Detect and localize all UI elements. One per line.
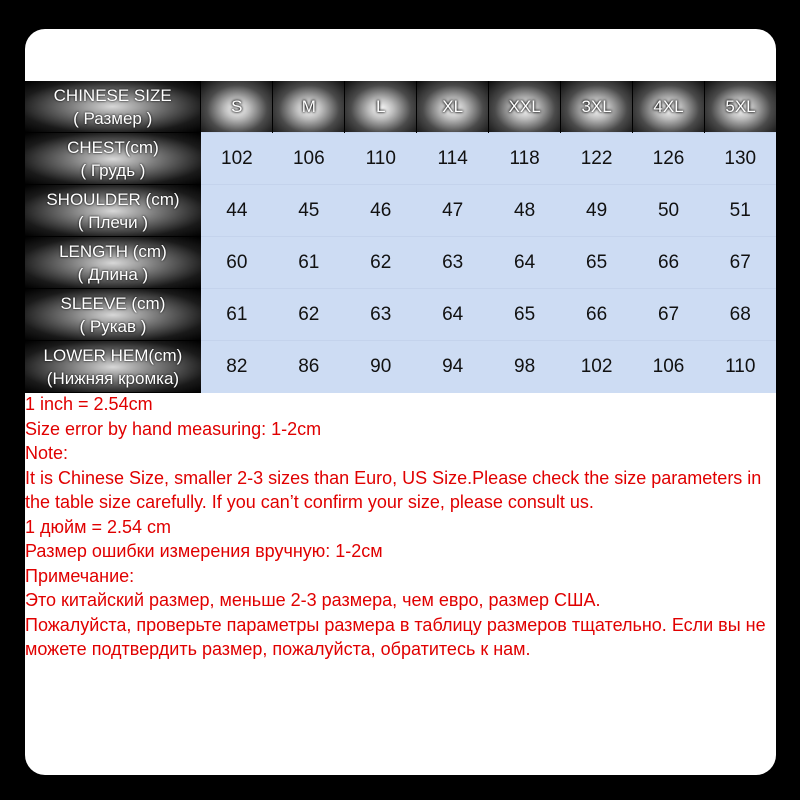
table-cell: 48 [489, 185, 561, 237]
table-cell: 63 [417, 237, 489, 289]
table-cell: 110 [345, 133, 417, 185]
note-chinese-size-ru: Это китайский размер, меньше 2-3 размера, чем евро, размер США. [25, 590, 601, 610]
table-row-lower-hem [25, 341, 776, 393]
note-measure-error-ru: Размер ошибки измерения вручную: 1-2см [25, 541, 383, 561]
table-cell: 62 [273, 289, 345, 341]
note-check-size-ru: Пожалуйста, проверьте параметры размера в таблицу размеров тщательно. Если вы не можете подтвердить размер, пожалуйста, обратитесь к нам. [25, 614, 771, 659]
table-cell: 82 [201, 341, 273, 393]
size-header-3xl: 3XL [561, 81, 633, 133]
table-cell: 67 [633, 289, 705, 341]
table-cell: 45 [273, 185, 345, 237]
table-cell: 86 [273, 341, 345, 393]
row-header-sleeve [25, 289, 201, 341]
table-cell: 102 [561, 341, 633, 393]
size-chart-panel [25, 29, 776, 775]
table-cell: 102 [201, 133, 273, 185]
row-header-sublabel: ( Рукав ) [79, 316, 147, 336]
table-cell: 67 [705, 237, 777, 289]
table-cell: 106 [633, 341, 705, 393]
table-cell: 63 [345, 289, 417, 341]
size-header-xl: XL [417, 81, 489, 133]
size-header-4xl: 4XL [633, 81, 705, 133]
corner-header [25, 81, 201, 133]
size-header-s: S [201, 81, 273, 133]
row-header-sublabel: ( Длина ) [77, 264, 149, 284]
corner-header-sublabel: ( Размер ) [73, 108, 153, 128]
table-cell: 106 [273, 133, 345, 185]
row-header-chest [25, 133, 201, 185]
table-cell: 44 [201, 185, 273, 237]
table-cell: 60 [201, 237, 273, 289]
table-cell: 65 [561, 237, 633, 289]
row-header-label: SHOULDER (cm) [46, 189, 180, 209]
note-heading: Note: [25, 443, 69, 463]
note-heading-ru: Примечание: [25, 565, 135, 586]
size-header-row [25, 81, 776, 133]
row-header-sublabel: ( Грудь ) [80, 160, 146, 180]
table-cell: 122 [561, 133, 633, 185]
row-header-label: CHEST(cm) [67, 137, 159, 157]
table-cell: 98 [489, 341, 561, 393]
row-header-label: LOWER HEM(cm) [43, 345, 183, 365]
table-cell: 61 [201, 289, 273, 341]
table-cell: 61 [273, 237, 345, 289]
note-measure-error: Size error by hand measuring: 1-2cm [25, 418, 322, 439]
table-cell: 46 [345, 185, 417, 237]
note-chinese-size: It is Chinese Size, smaller 2-3 sizes than Euro, US Size.Please check the size parameters in the table size carefully. If you can’t confirm your size, please consult us. [25, 467, 767, 512]
table-row-shoulder [25, 185, 776, 237]
note-inch-conversion: 1 inch = 2.54cm [25, 394, 153, 414]
table-cell: 47 [417, 185, 489, 237]
row-header-sublabel: ( Плечи ) [77, 212, 149, 232]
table-row-sleeve [25, 289, 776, 341]
table-cell: 114 [417, 133, 489, 185]
note-inch-conversion-ru: 1 дюйм = 2.54 cm [25, 516, 171, 537]
size-header-5xl: 5XL [705, 81, 777, 133]
table-cell: 66 [561, 289, 633, 341]
table-cell: 118 [489, 133, 561, 185]
table-cell: 94 [417, 341, 489, 393]
table-cell: 49 [561, 185, 633, 237]
size-notes [25, 392, 776, 662]
table-cell: 66 [633, 237, 705, 289]
row-header-lower-hem [25, 341, 201, 393]
table-cell: 90 [345, 341, 417, 393]
table-cell: 110 [705, 341, 777, 393]
row-header-length [25, 237, 201, 289]
corner-header-label: CHINESE SIZE [53, 85, 172, 105]
size-header-l: L [345, 81, 417, 133]
size-header-xxl: XXL [489, 81, 561, 133]
row-header-label: LENGTH (cm) [59, 241, 167, 261]
table-cell: 126 [633, 133, 705, 185]
table-cell: 51 [705, 185, 777, 237]
table-row-chest [25, 133, 776, 185]
size-header-m: M [273, 81, 345, 133]
table-row-length [25, 237, 776, 289]
table-cell: 68 [705, 289, 777, 341]
row-header-shoulder [25, 185, 201, 237]
table-cell: 64 [417, 289, 489, 341]
table-cell: 50 [633, 185, 705, 237]
row-header-label: SLEEVE (cm) [60, 293, 166, 313]
table-cell: 62 [345, 237, 417, 289]
row-header-sublabel: (Нижняя кромка) [46, 368, 180, 388]
table-cell: 64 [489, 237, 561, 289]
table-cell: 130 [705, 133, 777, 185]
table-cell: 65 [489, 289, 561, 341]
size-table [25, 81, 776, 393]
